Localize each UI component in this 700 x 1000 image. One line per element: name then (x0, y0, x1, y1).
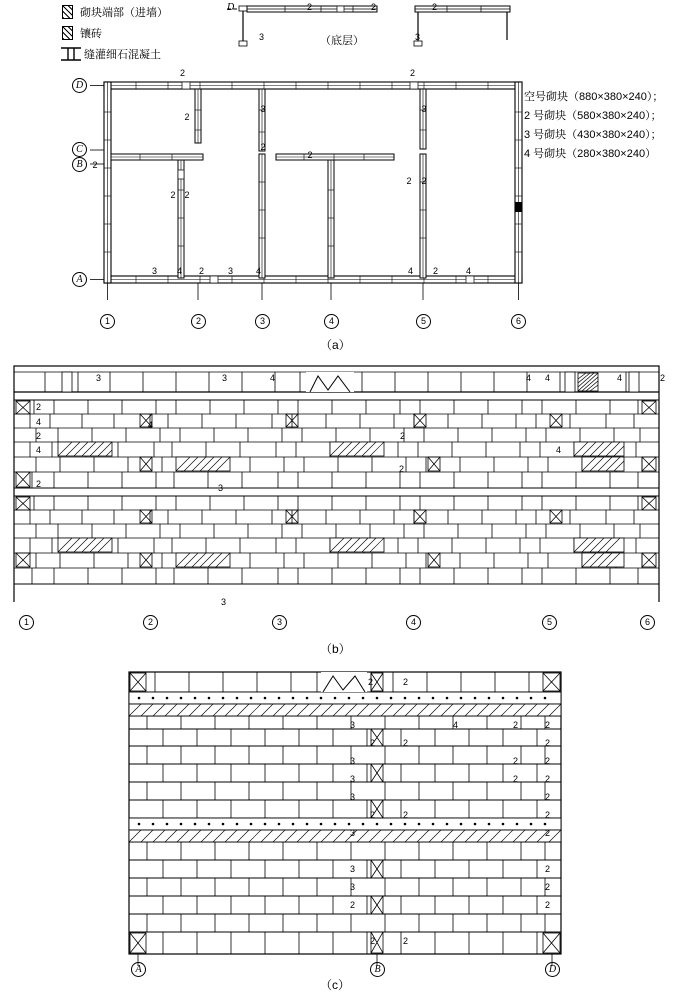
elev-b-top-mark-3: 4 (526, 373, 532, 383)
elev-c-mark-28: 2 (545, 810, 551, 820)
plan-a-int-mark-6: 2 (182, 190, 192, 200)
elev-c-mark-7: 2 (403, 738, 409, 748)
elev-c-mark-3: 4 (453, 720, 459, 730)
elev-b-mark-3: 4 (36, 445, 42, 455)
elev-b-mark-1: 4 (36, 417, 42, 427)
elev-c-mark-21: 2 (370, 936, 376, 946)
elev-c-mark-22: 2 (403, 936, 409, 946)
elev-b-mark-10: 3 (221, 597, 227, 607)
elev-c-mark-11: 2 (545, 756, 551, 766)
plan-a-int-mark-2: 2 (258, 142, 268, 152)
elev-c-grid-col-a: A (131, 962, 146, 977)
elev-b-mark-6: 3 (218, 483, 224, 493)
elev-c-mark-8: 2 (545, 738, 551, 748)
elev-c-grid-col-b: B (370, 962, 385, 977)
elev-b-grid-col-2: 2 (143, 615, 158, 630)
legend-swatch-block-end-icon (62, 5, 73, 19)
inset-mark-4: 3 (415, 32, 421, 42)
elev-c-mark-4: 2 (513, 720, 519, 730)
plan-a-int-mark-8: 2 (404, 176, 414, 186)
grid-row-b: B (72, 157, 87, 172)
plan-a-top-mark-1: 2 (410, 68, 416, 78)
elev-b-mark-0: 2 (36, 402, 42, 412)
elev-b-grid-col-3: 3 (272, 615, 287, 630)
plan-a-int-mark-9: 2 (168, 190, 178, 200)
elev-c-mark-19: 2 (545, 864, 551, 874)
grid-row-a: A (72, 272, 87, 287)
elev-b-top-mark-4: 4 (545, 373, 551, 383)
plan-a-int-mark-1: 3 (258, 104, 268, 114)
elev-c-mark-25: 3 (350, 882, 356, 892)
elev-b-top-mark-1: 3 (222, 373, 228, 383)
note-line-0: 空号砌块（880×380×240）； (524, 91, 664, 103)
elev-c-mark-14: 2 (545, 774, 551, 784)
grid-col-3: 3 (255, 314, 270, 329)
legend-swatch-brick-inlay-icon (62, 26, 73, 40)
plan-a-bottom-mark-3: 3 (228, 266, 234, 276)
elev-c-mark-2: 3 (350, 720, 356, 730)
elev-c-mark-23: 3 (350, 828, 356, 838)
elev-c-mark-12: 3 (350, 774, 356, 784)
inset-mark-1: 2 (307, 2, 313, 12)
elev-c-mark-17: 2 (403, 810, 409, 820)
plan-a-bottom-mark-7: 4 (466, 266, 472, 276)
grid-row-d: D (72, 78, 87, 93)
grid-col-5: 5 (416, 314, 431, 329)
inset-axis-label-d: D (227, 2, 235, 13)
elev-c-grid-col-d: D (545, 962, 560, 977)
legend-label-0: 砌块端部（进墙） (80, 7, 168, 19)
plan-a-bottom-mark-1: 4 (177, 266, 183, 276)
inset-mark-2: 2 (371, 2, 377, 12)
elev-c-mark-24: 2 (545, 828, 551, 838)
elev-b-mark-5: 4 (148, 420, 154, 430)
elev-b-top-mark-2: 4 (270, 373, 276, 383)
elev-c-mark-27: 2 (545, 792, 551, 802)
plan-a-bottom-mark-2: 2 (199, 266, 205, 276)
plan-a-top-mark-0: 2 (180, 68, 186, 78)
elev-b-grid-col-6: 6 (640, 615, 655, 630)
elev-c-mark-13: 2 (513, 774, 519, 784)
elev-b-grid-col-5: 5 (542, 615, 557, 630)
elev-b-mark-2: 2 (36, 431, 42, 441)
legend-swatch-grout-icon (60, 46, 82, 62)
elev-b-mark-9: 4 (556, 445, 562, 455)
inset-mark-3: 2 (432, 2, 438, 12)
elev-c-mark-10: 2 (513, 756, 519, 766)
caption-c: （c） (320, 978, 351, 992)
elev-b-top-mark-6: 2 (660, 373, 666, 383)
legend-label-2: 缝灌细石混凝土 (84, 49, 161, 61)
plan-a-int-mark-0: 2 (182, 112, 192, 122)
elev-c-mark-6: 2 (370, 738, 376, 748)
elev-b-mark-7: 2 (400, 431, 406, 441)
grid-col-6: 6 (511, 314, 526, 329)
elev-c-mark-20: 2 (350, 900, 356, 910)
note-line-3: 4 号砌块（280×380×240） (524, 148, 657, 160)
elev-c-mark-18: 3 (350, 864, 356, 874)
elev-b-mark-8: 2 (399, 464, 405, 474)
elev-c-mark-9: 3 (350, 756, 356, 766)
elev-c-mark-1: 2 (403, 677, 409, 687)
elev-b-mark-4: 2 (36, 479, 42, 489)
elev-c-mark-29: 2 (545, 900, 551, 910)
plan-a-int-mark-7: 2 (90, 160, 100, 170)
note-line-2: 3 号砌块（430×380×240）； (524, 129, 662, 141)
elev-c-mark-26: 2 (545, 882, 551, 892)
note-line-1: 2 号砌块（580×380×240）； (524, 110, 662, 122)
plan-a-int-mark-4: 2 (305, 150, 315, 160)
elev-b-grid-col-4: 4 (406, 615, 421, 630)
plan-a-bottom-mark-0: 3 (152, 266, 158, 276)
grid-col-1: 1 (100, 314, 115, 329)
elev-c-mark-0: 2 (368, 677, 374, 687)
caption-b: （b） (320, 642, 351, 656)
plan-a-bottom-mark-6: 2 (433, 266, 439, 276)
plan-a-bottom-mark-5: 4 (408, 266, 414, 276)
inset-floor-label: （底层） (320, 35, 364, 47)
elev-b-top-mark-0: 3 (96, 373, 102, 383)
elev-c-mark-5: 2 (545, 720, 551, 730)
plan-a-int-mark-5: 2 (419, 176, 429, 186)
grid-col-2: 2 (191, 314, 206, 329)
grid-col-4: 4 (324, 314, 339, 329)
elev-c-mark-16: 2 (370, 810, 376, 820)
elev-b-grid-col-1: 1 (19, 615, 34, 630)
legend-label-1: 镶砖 (80, 28, 102, 40)
inset-mark-0: 3 (259, 32, 265, 42)
caption-a: （a） (320, 338, 351, 352)
plan-a-bottom-mark-4: 4 (256, 266, 262, 276)
grid-row-c: C (72, 142, 87, 157)
plan-a-int-mark-3: 3 (419, 104, 429, 114)
elev-c-mark-15: 3 (350, 792, 356, 802)
elev-b-top-mark-5: 4 (617, 373, 623, 383)
